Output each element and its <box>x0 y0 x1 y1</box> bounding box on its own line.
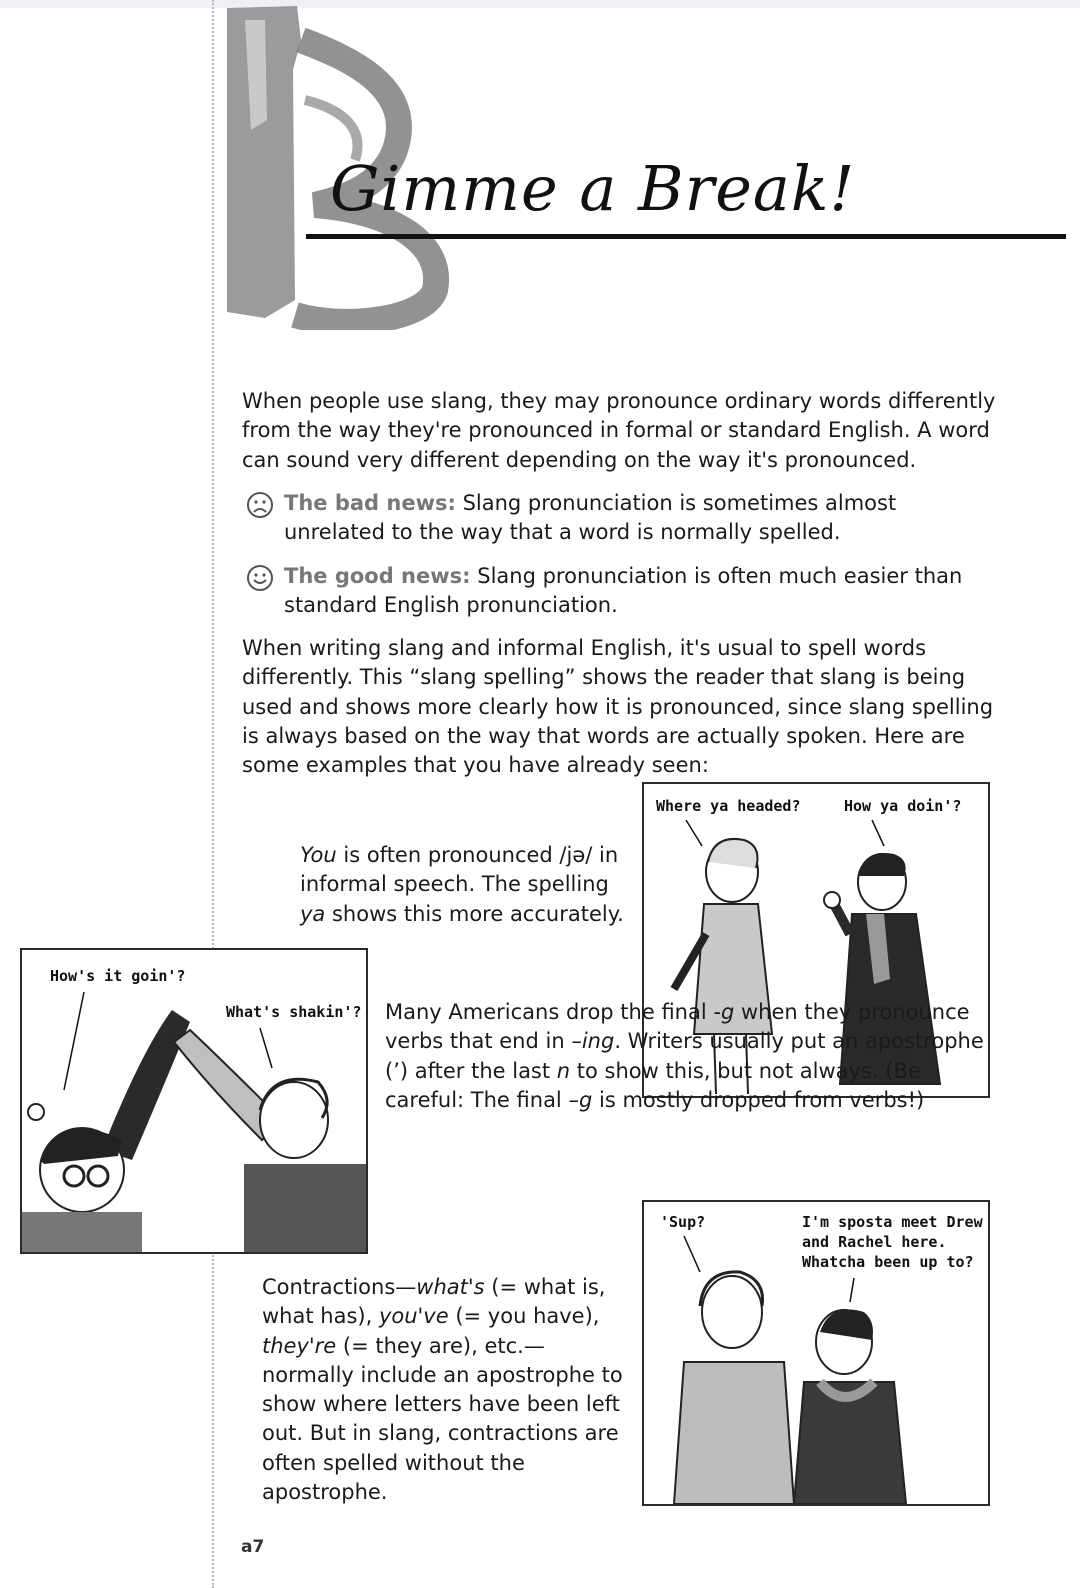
bad-news-text: Slang pronunciation is sometimes almost unrelated to the way that a word is normally spelled. <box>284 491 897 544</box>
ing-note-g1: -g <box>713 1000 735 1024</box>
ya-note-word-ya: ya <box>300 901 326 926</box>
speech-bubble-sup: 'Sup? <box>660 1213 706 1231</box>
bubble-line-3: Whatcha been up to? <box>802 1253 974 1271</box>
ing-note-text-3: . Writers usually put an apostrophe (’) after the last <box>385 1029 984 1083</box>
ya-note-word-you: You <box>300 843 337 867</box>
ing-note-g2: –g <box>568 1087 593 1112</box>
contractions-word-theyre: they're <box>262 1333 337 1358</box>
contractions-text-1: Contractions— <box>262 1275 417 1299</box>
ing-note-text-5: is mostly dropped from verbs!) <box>599 1087 925 1112</box>
intro-paragraph: When people use slang, they may pronounce ordinary words differently from the way they're pronounced in formal or standard English. A word can sound very different depending on the way it's pronounced. <box>242 389 996 472</box>
writing-paragraph: When writing slang and informal English, it's usual to spell words differently. This “slang spelling” shows the reader that slang is being used and shows more clearly how it is pronounced, since slang spelling is always based on the way that words are actually spoken. Here are some examples that you have already seen: <box>242 636 994 778</box>
cartoon-two-people-high-five <box>22 950 366 1252</box>
comic-panel-sup <box>642 1200 990 1506</box>
ing-note-text-4: to show this, but not always. (Be careful: The final <box>385 1058 921 1112</box>
contractions-text-2: (= what is, what has), <box>262 1275 606 1329</box>
contractions-word-youve: you've <box>378 1304 449 1329</box>
ing-note-ing: –ing <box>571 1029 615 1054</box>
ing-drop-note <box>385 998 985 1115</box>
contractions-text-3: (= you have), <box>455 1304 600 1329</box>
cartoon-two-people-talking <box>644 1202 988 1504</box>
good-news-text: Slang pronunciation is often much easier than standard English pronunciation. <box>284 564 963 617</box>
speech-bubble-hows-it-goin: How's it goin'? <box>50 967 186 985</box>
ing-note-n: n <box>556 1058 571 1083</box>
ing-note-text-2: when they pronounce verbs that end in <box>385 1000 970 1054</box>
page-number: a7 <box>241 1537 265 1557</box>
smiley-face-icon <box>246 564 274 592</box>
bad-news-label: The bad news: <box>284 491 456 515</box>
ya-pronunciation-note <box>300 841 630 929</box>
bad-news <box>246 489 974 547</box>
comic-panel-high-five <box>20 948 368 1254</box>
ing-note-text-1: Many Americans drop the final <box>385 1000 707 1024</box>
good-news-label: The good news: <box>284 564 471 588</box>
bubble-line-1: I'm sposta meet Drew <box>802 1213 983 1231</box>
good-news <box>246 562 974 620</box>
title-underline <box>306 234 1066 239</box>
contractions-note <box>262 1273 632 1507</box>
page-title: Gimme a Break! <box>330 152 856 225</box>
ya-note-text-2: shows this more accurately. <box>331 901 624 926</box>
contractions-word-whats: what's <box>416 1275 485 1299</box>
ya-note-text-1: is often pronounced /jə/ in informal speech. The spelling <box>300 843 619 897</box>
bubble-line-2: and Rachel here. <box>802 1233 947 1251</box>
sad-face-icon <box>246 491 274 519</box>
speech-bubble-how-ya-doin: How ya doin'? <box>844 797 962 815</box>
contractions-text-4: (= they are), etc.—normally include an apostrophe to show where letters have been left out. But in slang, contractions are often spelled without the apostrophe. <box>262 1333 623 1505</box>
speech-bubble-whats-shakin: What's shakin'? <box>226 1003 362 1021</box>
page-top-strip <box>0 0 1080 8</box>
speech-bubble-where-ya-headed: Where ya headed? <box>656 797 801 815</box>
